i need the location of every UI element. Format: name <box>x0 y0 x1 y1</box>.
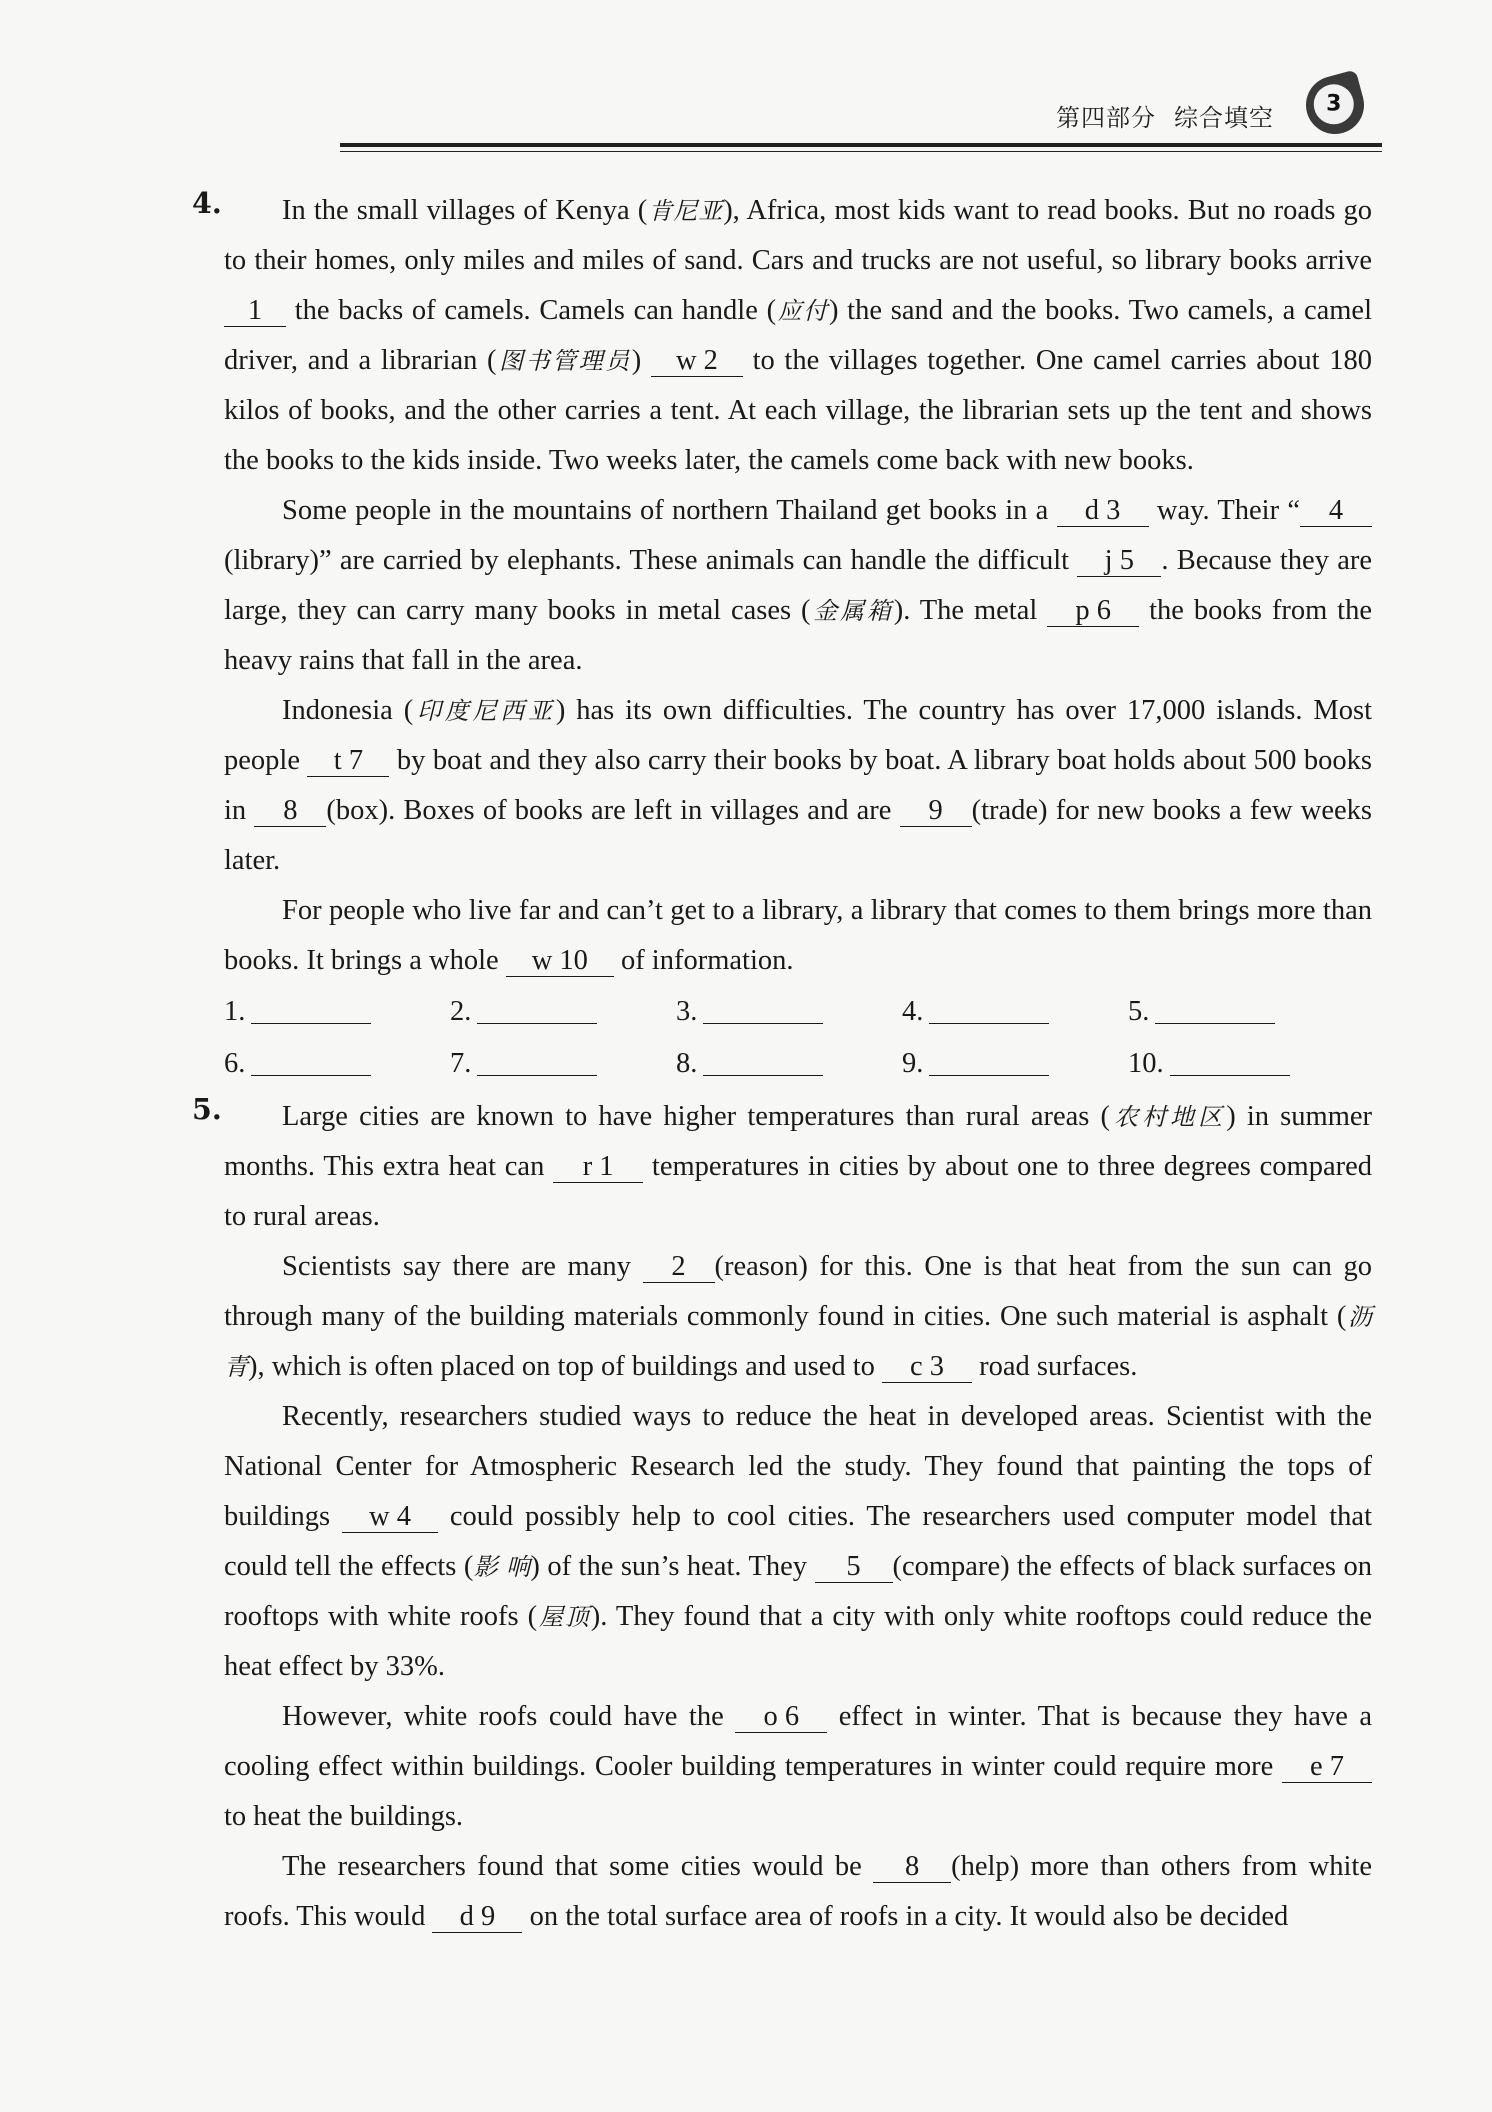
fill-blank[interactable]: j 5 <box>1077 546 1161 577</box>
fill-blank[interactable]: w 4 <box>342 1502 438 1533</box>
question-4 <box>192 186 1372 1086</box>
passage-paragraph: For people who live far and can’t get to a library, a library that comes to them brings more than books. It brings a whole w 10 of information. <box>224 895 1372 976</box>
answer-slot[interactable]: 7. <box>450 1042 676 1086</box>
header-rule-thin <box>340 151 1382 152</box>
chinese-gloss: 印度尼西亚 <box>413 697 556 725</box>
passage-paragraph: Indonesia (印度尼西亚) has its own difficulties. The country has over 17,000 islands. Most people t 7 by boat and they also carry their books by boat. A library boat holds about 500 books in 8 (box). Boxes of books are left in villages and are 9 (trade) for new books a few weeks later. <box>224 695 1372 876</box>
question-number: 5. <box>192 1092 222 1126</box>
chinese-gloss: 金属箱 <box>810 597 894 625</box>
chinese-gloss: 影 响 <box>473 1553 531 1581</box>
passage-paragraph: Scientists say there are many 2 (reason) for this. One is that heat from the sun can go through many of the building materials commonly found in cities. One such material is asphalt (沥青), which is often placed on top of buildings and used to c 3 road surfaces. <box>224 1251 1373 1382</box>
fill-blank[interactable]: t 7 <box>307 746 389 777</box>
answer-lines <box>224 990 1372 1086</box>
answer-slot[interactable]: 5. <box>1128 990 1354 1034</box>
answer-slot[interactable]: 3. <box>676 990 902 1034</box>
fill-blank[interactable]: 4 <box>1300 496 1372 527</box>
page-content <box>192 186 1372 1942</box>
passage-paragraph: Recently, researchers studied ways to reduce the heat in developed areas. Scientist with the National Center for Atmospheric Research led the study. They found that painting the tops of buildings w 4 could possibly help to cool cities. The researchers used computer model that could tell the effects (影 响) of the sun’s heat. They 5 (compare) the effects of black surfaces on rooftops with white roofs (屋顶). They found that a city with only white rooftops could reduce the heat effect by 33%. <box>224 1401 1372 1682</box>
fill-blank[interactable]: c 3 <box>882 1352 972 1383</box>
passage-paragraph: The researchers found that some cities would be 8 (help) more than others from white roofs. This would d 9 on the total surface area of roofs in a city. It would also be decided <box>224 1851 1372 1932</box>
question-5 <box>192 1092 1372 1942</box>
fill-blank[interactable]: r 1 <box>553 1152 643 1183</box>
answer-slot[interactable]: 9. <box>902 1042 1128 1086</box>
fill-blank[interactable]: 8 <box>254 796 326 827</box>
fill-blank[interactable]: 1 <box>224 296 286 327</box>
fill-blank[interactable]: 9 <box>900 796 972 827</box>
fill-blank[interactable]: w 10 <box>506 946 614 977</box>
header-section: 综合填空 <box>1174 104 1274 132</box>
passage-paragraph: In the small villages of Kenya (肯尼亚), Africa, most kids want to read books. But no roads go to their homes, only miles and miles of sand. Cars and trucks are not useful, so library books arrive 1 the backs of camels. Camels can handle (应付) the sand and the books. Two camels, a camel driver, and a librarian (图书管理员) w 2 to the villages together. One camel carries about 180 kilos of books, and the other carries a tent. At each village, the librarian sets up the tent and shows the books to the kids inside. Two weeks later, the camels come back with new books. <box>224 195 1373 476</box>
fill-blank[interactable]: 8 <box>873 1852 951 1883</box>
chinese-gloss: 图书管理员 <box>496 347 632 375</box>
header-title <box>1038 98 1274 133</box>
page-number-badge <box>1299 69 1370 140</box>
header-rule <box>340 143 1382 147</box>
fill-blank[interactable]: 5 <box>815 1552 893 1583</box>
fill-blank[interactable]: d 9 <box>432 1902 522 1933</box>
fill-blank[interactable]: e 7 <box>1282 1752 1372 1783</box>
question-number: 4. <box>192 186 222 220</box>
fill-blank[interactable]: 2 <box>643 1252 715 1283</box>
passage-paragraph: However, white roofs could have the o 6 effect in winter. That is because they have a cooling effect within buildings. Cooler building temperatures in winter could require more e 7 to heat the buildings. <box>224 1701 1373 1832</box>
answer-slot[interactable]: 8. <box>676 1042 902 1086</box>
chinese-gloss: 沥青 <box>224 1303 1372 1381</box>
fill-blank[interactable]: w 2 <box>651 346 743 377</box>
fill-blank[interactable]: d 3 <box>1057 496 1149 527</box>
answer-slot[interactable]: 6. <box>224 1042 450 1086</box>
fill-blank[interactable]: p 6 <box>1047 596 1139 627</box>
chinese-gloss: 农村地区 <box>1110 1103 1227 1131</box>
header-part: 第四部分 <box>1056 104 1156 132</box>
answer-slot[interactable]: 2. <box>450 990 676 1034</box>
passage-paragraph: Large cities are known to have higher temperatures than rural areas (农村地区) in summer months. This extra heat can r 1 temperatures in cities by about one to three degrees compared to rural areas. <box>224 1101 1372 1232</box>
answer-slot[interactable]: 4. <box>902 990 1128 1034</box>
answer-slot[interactable]: 1. <box>224 990 450 1034</box>
chinese-gloss: 屋顶 <box>537 1603 591 1631</box>
chinese-gloss: 肯尼亚 <box>647 197 724 225</box>
fill-blank[interactable]: o 6 <box>735 1702 827 1733</box>
answer-slot[interactable]: 10. <box>1128 1042 1354 1086</box>
chinese-gloss: 应付 <box>776 297 829 325</box>
page-number: 3 <box>1314 84 1354 124</box>
passage-paragraph: Some people in the mountains of northern Thailand get books in a d 3 way. Their “ 4(library)” are carried by elephants. These animals can handle the difficult j 5 . Because they are large, they can carry many books in metal cases (金属箱). The metal p 6 the books from the heavy rains that fall in the area. <box>224 495 1372 676</box>
page-header <box>340 91 1382 144</box>
